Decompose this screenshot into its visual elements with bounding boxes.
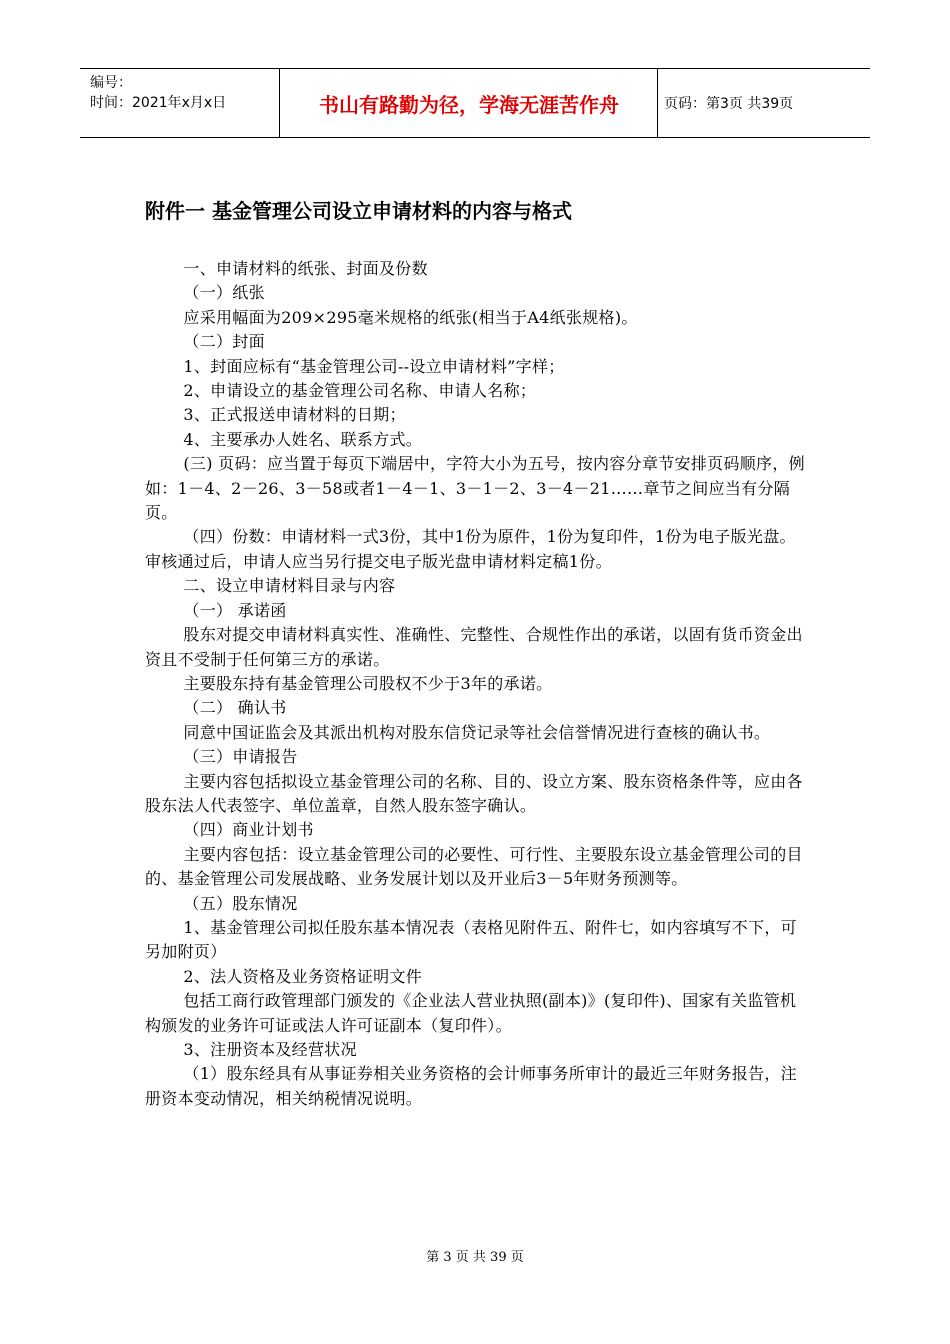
paragraph: 1、基金管理公司拟任股东基本情况表（表格见附件五、附件七，如内容填写不下，可另加附页） [145, 917, 797, 962]
subsection-heading: （二）封面 [183, 332, 265, 352]
paragraph: （1）股东经具有从事证券相关业务资格的会计师事务所审计的最近三年财务报告，注册资本变动情况，相关纳税情况说明。 [145, 1064, 797, 1108]
paragraph: 应采用幅面为209×295毫米规格的纸张(相当于A4纸张规格)。 [183, 307, 638, 327]
paragraph: 包括工商行政管理部门颁发的《企业法人营业执照(副本)》(复印件)、国家有关监管机构颁发的业务许可证或法人许可证副本（复印件）。 [145, 991, 797, 1035]
subsection-heading: （五）股东情况 [183, 893, 298, 913]
paragraph: (三) 页码：应当置于每页下端居中，字符大小为五号，按内容分章节安排页码顺序，例如：1－4、2－26、3－58或者1－4－1、3－1－2、3－4－21……章节之间应当有分隔页。 [145, 454, 805, 523]
subsection-heading: （三）申请报告 [183, 747, 298, 767]
paragraph: 3、正式报送申请材料的日期； [183, 405, 406, 425]
document-body [145, 257, 805, 1111]
paragraph: 2、法人资格及业务资格证明文件 [183, 966, 423, 986]
section-heading: 二、设立申请材料目录与内容 [183, 576, 396, 596]
paragraph: 4、主要承办人姓名、联系方式。 [183, 429, 423, 449]
paragraph: 2、申请设立的基金管理公司名称、申请人名称； [183, 381, 537, 401]
header-table [80, 68, 870, 138]
page-number-label: 页码：第3页 共39页 [664, 96, 794, 112]
subsection-heading: （二） 确认书 [183, 698, 287, 718]
paragraph: 1、封面应标有“基金管理公司--设立申请材料”字样； [183, 356, 565, 376]
subsection-heading: （四）商业计划书 [183, 820, 314, 840]
paragraph: 主要股东持有基金管理公司股权不少于3年的承诺。 [183, 673, 553, 693]
subsection-heading: （一）纸张 [183, 283, 265, 303]
date-label: 时间：2021年x月x日 [90, 95, 227, 111]
subsection-heading: （一） 承诺函 [183, 600, 287, 620]
paragraph: 同意中国证监会及其派出机构对股东信贷记录等社会信誉情况进行查核的确认书。 [183, 722, 771, 742]
document-title: 附件一 基金管理公司设立申请材料的内容与格式 [145, 199, 572, 223]
paragraph: 主要内容包括：设立基金管理公司的必要性、可行性、主要股东设立基金管理公司的目的、基金管理公司发展战略、业务发展计划以及开业后3－5年财务预测等。 [145, 844, 803, 889]
paragraph: 股东对提交申请材料真实性、准确性、完整性、合规性作出的承诺，以固有货币资金出资且不受制于任何第三方的承诺。 [145, 625, 803, 669]
section-heading: 一、申请材料的纸张、封面及份数 [183, 259, 428, 278]
paragraph: （四）份数：申请材料一式3份，其中1份为原件，1份为复印件，1份为电子版光盘。审核通过后，申请人应当另行提交电子版光盘申请材料定稿1份。 [145, 527, 796, 571]
motto: 书山有路勤为径，学海无涯苦作舟 [281, 69, 658, 137]
paragraph: 主要内容包括拟设立基金管理公司的名称、目的、设立方案、股东资格条件等，应由各股东法人代表签字、单位盖章，自然人股东签字确认。 [145, 771, 803, 815]
paragraph: 3、注册资本及经营状况 [183, 1040, 357, 1059]
page-footer: 第 3 页 共 39 页 [426, 1250, 524, 1265]
number-label: 编号： [90, 75, 132, 91]
header-info-cell [80, 69, 280, 137]
